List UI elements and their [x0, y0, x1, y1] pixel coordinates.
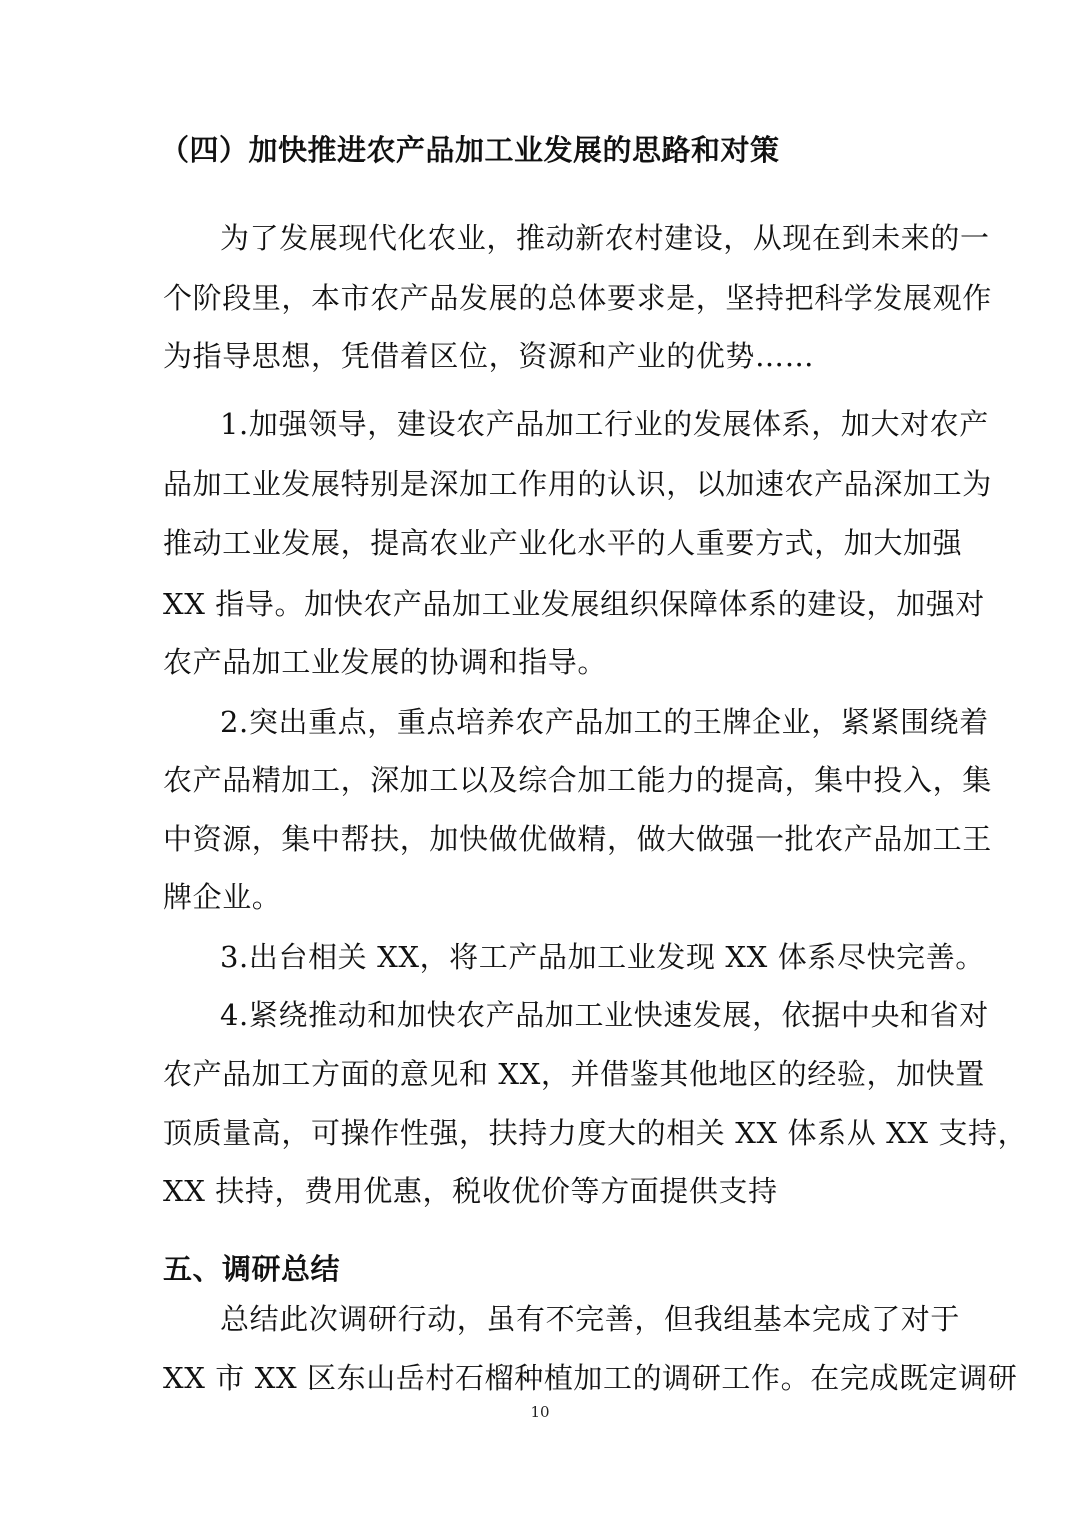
- list-item-line: 1.加强领导，建设农产品加工行业的发展体系，加大对农产: [220, 407, 989, 441]
- paragraph-line: 为了发展现代化农业，推动新农村建设，从现在到未来的一: [220, 221, 990, 255]
- list-item-line: XX 指导。加快农产品加工业发展组织保障体系的建设，加强对: [163, 587, 985, 621]
- list-item-line: 农产品加工业发展的协调和指导。: [163, 645, 608, 679]
- list-item-line: 农产品精加工，深加工以及综合加工能力的提高，集中投入，集: [163, 763, 992, 797]
- paragraph-line: XX 市 XX 区东山岳村石榴种植加工的调研工作。在完成既定调研: [163, 1361, 1018, 1395]
- paragraph-line: 为指导思想，凭借着区位，资源和产业的优势……: [163, 339, 815, 373]
- list-item-line: XX 扶持，费用优惠，税收优价等方面提供支持: [163, 1174, 778, 1208]
- list-item-line: 品加工业发展特别是深加工作用的认识，以加速农产品深加工为: [163, 467, 992, 501]
- list-item-line: 农产品加工方面的意见和 XX，并借鉴其他地区的经验，加快置: [163, 1057, 985, 1091]
- list-item-line: 牌企业。: [163, 880, 282, 914]
- list-item-line: 3.出台相关 XX，将工产品加工业发现 XX 体系尽快完善。: [220, 940, 985, 974]
- paragraph-line: 总结此次调研行动，虽有不完善，但我组基本完成了对于: [220, 1302, 961, 1336]
- list-item-line: 4.紧绕推动和加快农产品加工业快速发展，依据中央和省对: [220, 998, 989, 1032]
- list-item-line: 2.突出重点，重点培养农产品加工的王牌企业，紧紧围绕着: [220, 705, 989, 739]
- list-item-line: 顶质量高，可操作性强，扶持力度大的相关 XX 体系从 XX 支持，: [163, 1116, 1028, 1150]
- section-heading: （四）加快推进农产品加工业发展的思路和对策: [160, 133, 780, 167]
- list-item-line: 中资源，集中帮扶，加快做优做精，做大做强一批农产品加工王: [163, 822, 992, 856]
- paragraph-line: 个阶段里，本市农产品发展的总体要求是，坚持把科学发展观作: [163, 281, 992, 315]
- list-item-line: 推动工业发展，提高农业产业化水平的人重要方式，加大加强: [163, 526, 963, 560]
- section-heading: 五、调研总结: [163, 1252, 341, 1286]
- page-number: 10: [530, 1403, 550, 1421]
